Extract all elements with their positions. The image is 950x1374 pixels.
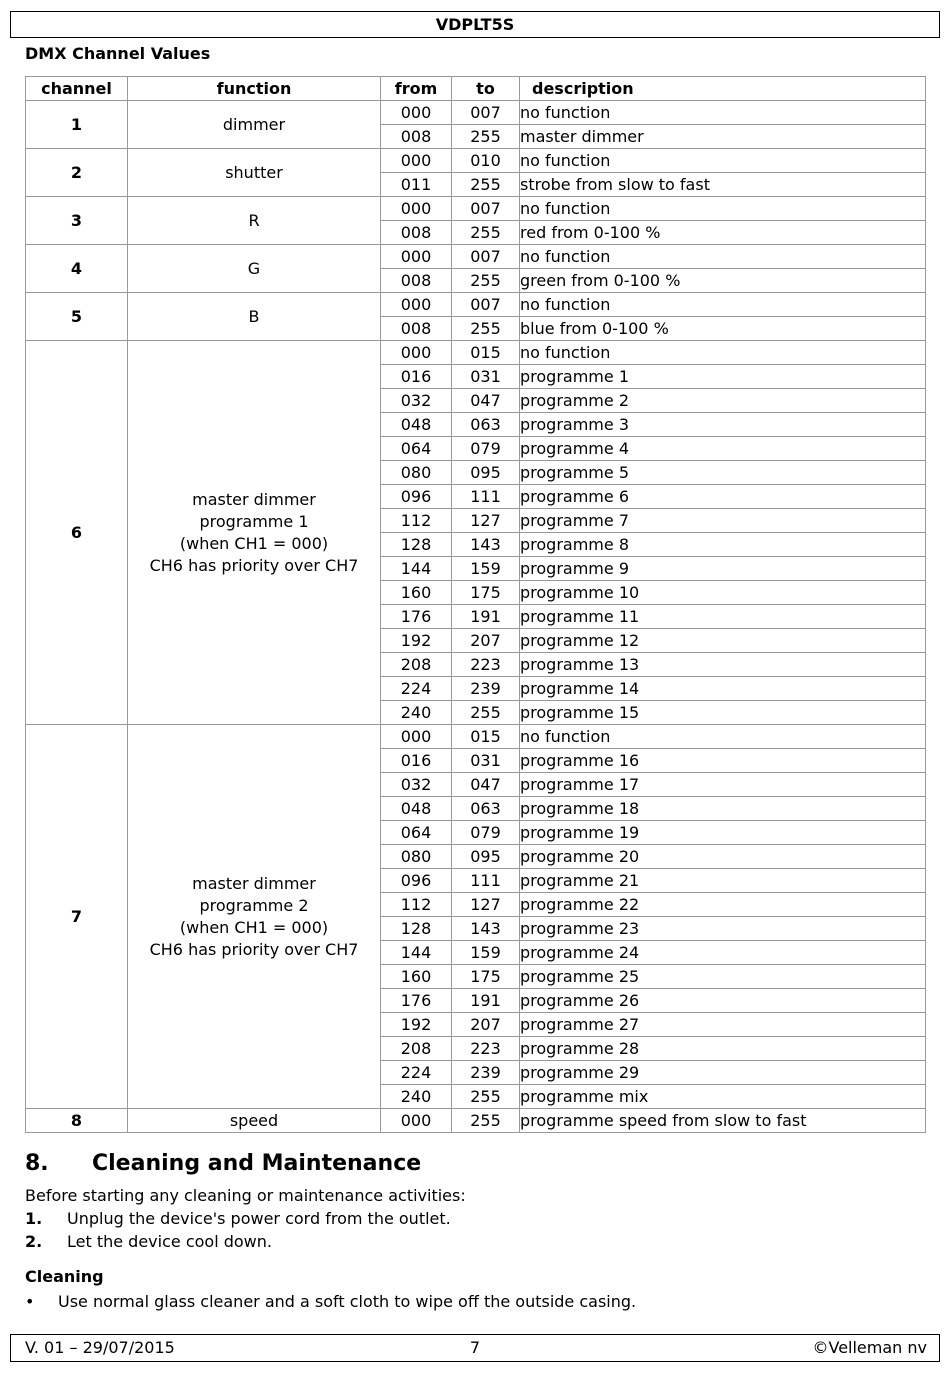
description-cell: programme 1 xyxy=(520,365,926,389)
from-cell: 192 xyxy=(381,1013,452,1037)
step-text: Let the device cool down. xyxy=(67,1232,272,1251)
from-cell: 008 xyxy=(381,125,452,149)
channel-cell: 8 xyxy=(26,1109,128,1133)
to-cell: 175 xyxy=(452,965,520,989)
from-cell: 144 xyxy=(381,557,452,581)
from-cell: 048 xyxy=(381,413,452,437)
description-cell: red from 0-100 % xyxy=(520,221,926,245)
table-row xyxy=(26,197,926,221)
description-cell: programme 28 xyxy=(520,1037,926,1061)
column-header-from: from xyxy=(381,77,452,101)
from-cell: 096 xyxy=(381,485,452,509)
function-cell xyxy=(128,725,381,1109)
description-cell: programme 14 xyxy=(520,677,926,701)
from-cell: 224 xyxy=(381,677,452,701)
section-title-text: Cleaning and Maintenance xyxy=(92,1151,422,1176)
column-header-to: to xyxy=(452,77,520,101)
channel-cell: 6 xyxy=(26,341,128,725)
description-cell: programme 27 xyxy=(520,1013,926,1037)
description-cell: programme 9 xyxy=(520,557,926,581)
description-cell: programme 13 xyxy=(520,653,926,677)
description-cell: programme 17 xyxy=(520,773,926,797)
channel-cell: 7 xyxy=(26,725,128,1109)
from-cell: 064 xyxy=(381,821,452,845)
section-title: DMX Channel Values xyxy=(25,44,211,63)
description-cell: programme 11 xyxy=(520,605,926,629)
from-cell: 008 xyxy=(381,317,452,341)
from-cell: 112 xyxy=(381,509,452,533)
description-cell: programme 21 xyxy=(520,869,926,893)
from-cell: 048 xyxy=(381,797,452,821)
description-cell: programme 7 xyxy=(520,509,926,533)
document-header: VDPLT5S xyxy=(10,11,940,38)
description-cell: green from 0-100 % xyxy=(520,269,926,293)
table-body xyxy=(26,101,926,1133)
description-cell: programme 12 xyxy=(520,629,926,653)
from-cell: 096 xyxy=(381,869,452,893)
to-cell: 159 xyxy=(452,941,520,965)
to-cell: 127 xyxy=(452,509,520,533)
from-cell: 160 xyxy=(381,965,452,989)
to-cell: 007 xyxy=(452,293,520,317)
from-cell: 112 xyxy=(381,893,452,917)
to-cell: 255 xyxy=(452,1085,520,1109)
to-cell: 095 xyxy=(452,845,520,869)
to-cell: 207 xyxy=(452,629,520,653)
to-cell: 007 xyxy=(452,245,520,269)
column-header-function: function xyxy=(128,77,381,101)
function-line: master dimmer xyxy=(192,489,316,509)
description-cell: no function xyxy=(520,293,926,317)
from-cell: 080 xyxy=(381,461,452,485)
from-cell: 224 xyxy=(381,1061,452,1085)
from-cell: 011 xyxy=(381,173,452,197)
description-cell: master dimmer xyxy=(520,125,926,149)
page-footer xyxy=(10,1334,940,1362)
channel-cell: 5 xyxy=(26,293,128,341)
description-cell: no function xyxy=(520,341,926,365)
to-cell: 047 xyxy=(452,773,520,797)
to-cell: 159 xyxy=(452,557,520,581)
to-cell: 255 xyxy=(452,221,520,245)
step-number: 1. xyxy=(25,1209,43,1228)
function-line: G xyxy=(247,258,261,278)
to-cell: 079 xyxy=(452,437,520,461)
description-cell: programme 5 xyxy=(520,461,926,485)
from-cell: 000 xyxy=(381,293,452,317)
bullet-item xyxy=(25,1292,636,1311)
from-cell: 064 xyxy=(381,437,452,461)
to-cell: 255 xyxy=(452,125,520,149)
to-cell: 239 xyxy=(452,677,520,701)
section-number: 8. xyxy=(25,1151,49,1176)
to-cell: 255 xyxy=(452,269,520,293)
to-cell: 239 xyxy=(452,1061,520,1085)
description-cell: programme 19 xyxy=(520,821,926,845)
from-cell: 016 xyxy=(381,749,452,773)
cleaning-subheading: Cleaning xyxy=(25,1267,104,1286)
function-cell xyxy=(128,341,381,725)
from-cell: 000 xyxy=(381,149,452,173)
from-cell: 032 xyxy=(381,773,452,797)
to-cell: 143 xyxy=(452,533,520,557)
to-cell: 127 xyxy=(452,893,520,917)
to-cell: 207 xyxy=(452,1013,520,1037)
description-cell: programme 24 xyxy=(520,941,926,965)
function-line: dimmer xyxy=(222,114,286,134)
to-cell: 095 xyxy=(452,461,520,485)
step-item xyxy=(25,1209,451,1228)
function-cell xyxy=(128,245,381,293)
description-cell: programme 8 xyxy=(520,533,926,557)
from-cell: 192 xyxy=(381,629,452,653)
function-line: speed xyxy=(229,1110,279,1130)
from-cell: 008 xyxy=(381,221,452,245)
table-row xyxy=(26,341,926,365)
function-line: B xyxy=(248,306,260,326)
table-row xyxy=(26,293,926,317)
from-cell: 000 xyxy=(381,197,452,221)
bullet-icon: • xyxy=(25,1292,35,1311)
channel-cell: 4 xyxy=(26,245,128,293)
description-cell: programme 4 xyxy=(520,437,926,461)
to-cell: 015 xyxy=(452,341,520,365)
to-cell: 079 xyxy=(452,821,520,845)
description-cell: programme 3 xyxy=(520,413,926,437)
function-cell xyxy=(128,293,381,341)
description-cell: strobe from slow to fast xyxy=(520,173,926,197)
to-cell: 175 xyxy=(452,581,520,605)
description-cell: programme 23 xyxy=(520,917,926,941)
to-cell: 007 xyxy=(452,101,520,125)
from-cell: 208 xyxy=(381,1037,452,1061)
description-cell: programme 18 xyxy=(520,797,926,821)
section-heading-cleaning-maintenance xyxy=(25,1151,421,1176)
table-row xyxy=(26,1109,926,1133)
to-cell: 223 xyxy=(452,1037,520,1061)
from-cell: 240 xyxy=(381,1085,452,1109)
column-header-channel: channel xyxy=(26,77,128,101)
to-cell: 015 xyxy=(452,725,520,749)
to-cell: 191 xyxy=(452,989,520,1013)
description-cell: no function xyxy=(520,197,926,221)
to-cell: 063 xyxy=(452,413,520,437)
step-text: Unplug the device's power cord from the outlet. xyxy=(67,1209,451,1228)
from-cell: 080 xyxy=(381,845,452,869)
to-cell: 111 xyxy=(452,485,520,509)
description-cell: programme 25 xyxy=(520,965,926,989)
footer-version: V. 01 – 29/07/2015 xyxy=(25,1338,175,1357)
description-cell: no function xyxy=(520,725,926,749)
function-line: programme 2 xyxy=(199,895,309,915)
description-cell: programme mix xyxy=(520,1085,926,1109)
to-cell: 031 xyxy=(452,749,520,773)
function-line: master dimmer xyxy=(192,873,316,893)
function-cell xyxy=(128,1109,381,1133)
description-cell: programme 6 xyxy=(520,485,926,509)
table-row xyxy=(26,101,926,125)
to-cell: 047 xyxy=(452,389,520,413)
from-cell: 160 xyxy=(381,581,452,605)
description-cell: programme speed from slow to fast xyxy=(520,1109,926,1133)
from-cell: 208 xyxy=(381,653,452,677)
description-cell: blue from 0-100 % xyxy=(520,317,926,341)
function-line: CH6 has priority over CH7 xyxy=(149,555,359,575)
function-cell xyxy=(128,101,381,149)
description-cell: programme 29 xyxy=(520,1061,926,1085)
to-cell: 007 xyxy=(452,197,520,221)
to-cell: 255 xyxy=(452,317,520,341)
from-cell: 128 xyxy=(381,917,452,941)
description-cell: programme 10 xyxy=(520,581,926,605)
to-cell: 191 xyxy=(452,605,520,629)
function-line: shutter xyxy=(225,162,283,182)
function-cell xyxy=(128,149,381,197)
channel-cell: 2 xyxy=(26,149,128,197)
from-cell: 128 xyxy=(381,533,452,557)
step-item xyxy=(25,1232,272,1251)
description-cell: programme 20 xyxy=(520,845,926,869)
from-cell: 008 xyxy=(381,269,452,293)
function-line: programme 1 xyxy=(199,511,309,531)
bullet-text: Use normal glass cleaner and a soft cloth to wipe off the outside casing. xyxy=(58,1292,637,1311)
from-cell: 000 xyxy=(381,341,452,365)
from-cell: 000 xyxy=(381,1109,452,1133)
table-row xyxy=(26,245,926,269)
channel-cell: 1 xyxy=(26,101,128,149)
from-cell: 176 xyxy=(381,989,452,1013)
function-line: (when CH1 = 000) xyxy=(179,533,329,553)
to-cell: 255 xyxy=(452,701,520,725)
from-cell: 176 xyxy=(381,605,452,629)
table-header-row xyxy=(26,77,926,101)
from-cell: 240 xyxy=(381,701,452,725)
description-cell: programme 16 xyxy=(520,749,926,773)
function-line: CH6 has priority over CH7 xyxy=(149,939,359,959)
table-row xyxy=(26,725,926,749)
description-cell: programme 26 xyxy=(520,989,926,1013)
intro-text: Before starting any cleaning or maintenance activities: xyxy=(25,1186,466,1205)
step-number: 2. xyxy=(25,1232,43,1251)
to-cell: 111 xyxy=(452,869,520,893)
to-cell: 255 xyxy=(452,173,520,197)
column-header-description: description xyxy=(520,77,926,101)
from-cell: 032 xyxy=(381,389,452,413)
description-cell: programme 2 xyxy=(520,389,926,413)
to-cell: 031 xyxy=(452,365,520,389)
dmx-channel-table xyxy=(25,76,926,1133)
to-cell: 223 xyxy=(452,653,520,677)
description-cell: no function xyxy=(520,245,926,269)
description-cell: programme 15 xyxy=(520,701,926,725)
footer-copyright: ©Velleman nv xyxy=(812,1338,927,1357)
footer-page-number: 7 xyxy=(469,1338,481,1357)
from-cell: 144 xyxy=(381,941,452,965)
from-cell: 000 xyxy=(381,101,452,125)
from-cell: 016 xyxy=(381,365,452,389)
channel-cell: 3 xyxy=(26,197,128,245)
from-cell: 000 xyxy=(381,245,452,269)
description-cell: programme 22 xyxy=(520,893,926,917)
to-cell: 010 xyxy=(452,149,520,173)
to-cell: 063 xyxy=(452,797,520,821)
function-line: R xyxy=(248,210,260,230)
from-cell: 000 xyxy=(381,725,452,749)
function-line: (when CH1 = 000) xyxy=(179,917,329,937)
description-cell: no function xyxy=(520,101,926,125)
table-row xyxy=(26,149,926,173)
to-cell: 143 xyxy=(452,917,520,941)
function-cell xyxy=(128,197,381,245)
to-cell: 255 xyxy=(452,1109,520,1133)
description-cell: no function xyxy=(520,149,926,173)
